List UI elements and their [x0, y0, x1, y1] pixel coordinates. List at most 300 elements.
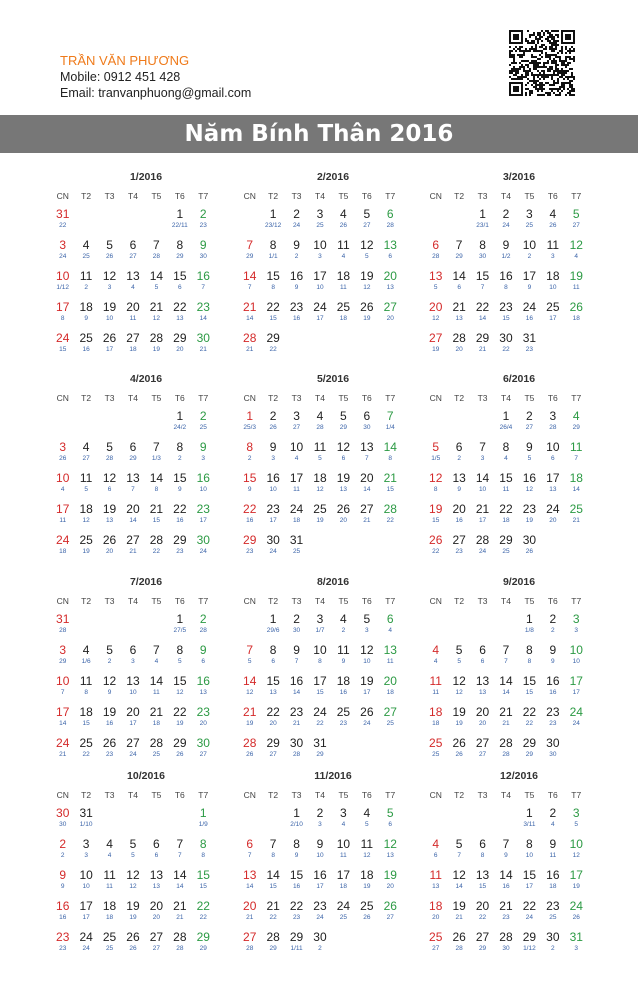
solar-date: 9 [293, 238, 300, 252]
solar-date: 9 [199, 440, 207, 454]
lunar-date: 20 [199, 720, 207, 727]
solar-date: 29 [475, 331, 490, 345]
month-title: 6/2016 [502, 373, 536, 385]
day-cell [145, 639, 168, 670]
month-8 [238, 574, 428, 763]
solar-date: 30 [196, 736, 210, 750]
weekday-label: T7 [198, 191, 209, 201]
lunar-date: 8 [318, 658, 322, 665]
day-cell [379, 265, 402, 296]
week-row [424, 701, 614, 732]
weekday-header [238, 189, 428, 203]
day-cell [471, 732, 494, 763]
solar-date: 18 [360, 868, 374, 882]
day-cell [121, 833, 144, 864]
solar-date: 1 [479, 207, 486, 221]
day-cell [285, 498, 308, 529]
solar-date: 18 [429, 705, 443, 719]
lunar-date: 4 [131, 284, 135, 291]
solar-date: 19 [452, 705, 466, 719]
day-cell [98, 639, 121, 670]
lunar-date: 30 [59, 821, 67, 828]
lunar-date: 24 [82, 945, 90, 952]
day-cell [379, 203, 402, 234]
day-cell [192, 327, 215, 358]
day-cell [308, 405, 331, 436]
lunar-date: 8 [271, 284, 275, 291]
lunar-date: 5 [574, 821, 579, 828]
lunar-date: 23/1 [476, 222, 489, 229]
solar-date: 5 [363, 612, 371, 626]
lunar-date: 11 [293, 486, 300, 493]
solar-date: 2 [502, 207, 510, 221]
day-cell [379, 467, 402, 498]
lunar-date: 2 [551, 627, 555, 634]
lunar-date: 20 [386, 883, 394, 890]
day-cell [308, 608, 331, 639]
week-row [238, 405, 428, 436]
weekday-label: T7 [385, 393, 396, 403]
solar-date: 22 [522, 899, 537, 913]
day-cell [238, 265, 261, 296]
solar-date: 10 [569, 643, 583, 657]
day-cell [332, 802, 355, 833]
week-row [51, 701, 241, 732]
solar-date: 23 [499, 300, 513, 314]
day-cell [494, 296, 517, 327]
day-cell [565, 802, 588, 833]
weekday-label: T2 [454, 191, 465, 201]
lunar-date: 6 [433, 852, 438, 859]
lunar-date: 18 [339, 315, 348, 322]
solar-date: 4 [572, 409, 580, 423]
day-cell [261, 265, 284, 296]
solar-date: 18 [79, 705, 93, 719]
lunar-date: 13 [386, 852, 394, 859]
day-cell [51, 436, 74, 467]
day-cell [98, 265, 121, 296]
day-cell [494, 926, 517, 957]
lunar-date: 1/2 [501, 253, 511, 260]
solar-date: 30 [522, 533, 537, 547]
lunar-date: 19 [82, 548, 90, 555]
lunar-date: 2 [457, 455, 461, 462]
lunar-date: 21 [129, 548, 137, 555]
day-cell [565, 701, 588, 732]
empty-cell [332, 732, 355, 763]
week-row [424, 926, 614, 957]
day-cell [285, 296, 308, 327]
weekday-label: T3 [104, 191, 115, 201]
day-cell [379, 296, 402, 327]
day-cell [541, 467, 564, 498]
lunar-date: 28 [199, 627, 207, 634]
solar-date: 15 [173, 674, 187, 688]
day-cell [424, 467, 447, 498]
lunar-date: 20 [478, 720, 487, 727]
day-cell [355, 296, 378, 327]
week-row [424, 833, 614, 864]
day-cell [541, 405, 564, 436]
weekday-label: CN [243, 393, 256, 403]
empty-cell [379, 926, 402, 957]
day-cell [471, 467, 494, 498]
solar-date: 18 [79, 502, 93, 516]
weekday-label: T3 [291, 393, 302, 403]
lunar-date: 21 [59, 751, 67, 758]
lunar-date: 2 [60, 852, 65, 859]
weekday-label: T2 [81, 393, 92, 403]
weekday-label: CN [56, 393, 69, 403]
day-cell [261, 895, 284, 926]
day-cell [565, 296, 588, 327]
solar-date: 25 [79, 533, 93, 547]
solar-date: 10 [56, 269, 70, 283]
day-cell [471, 529, 494, 560]
solar-date: 14 [243, 674, 257, 688]
solar-date: 14 [173, 868, 187, 882]
solar-date: 25 [102, 930, 117, 944]
weekday-label: T4 [315, 596, 325, 606]
day-cell [261, 701, 284, 732]
lunar-date: 8 [433, 486, 438, 493]
lunar-date: 15 [82, 720, 90, 727]
lunar-date: 27/5 [173, 627, 187, 634]
lunar-date: 6 [154, 852, 159, 859]
solar-date: 31 [289, 533, 304, 547]
empty-cell [145, 203, 168, 234]
lunar-date: 6 [341, 455, 346, 462]
lunar-date: 15 [525, 689, 534, 696]
week-row [51, 296, 241, 327]
solar-date: 31 [56, 207, 70, 221]
lunar-date: 7 [294, 658, 299, 665]
mobile-text: Mobile: 0912 451 428 [60, 70, 181, 84]
solar-date: 13 [149, 868, 164, 882]
lunar-date: 21 [246, 346, 254, 353]
day-cell [51, 327, 74, 358]
weekday-label: T7 [571, 191, 582, 201]
lunar-date: 18 [339, 883, 348, 890]
empty-cell [332, 327, 355, 358]
solar-date: 18 [313, 471, 327, 485]
day-cell [145, 265, 168, 296]
lunar-date: 14 [59, 720, 67, 727]
day-cell [308, 701, 331, 732]
solar-date: 9 [502, 238, 510, 252]
solar-date: 24 [546, 502, 560, 516]
empty-cell [98, 405, 121, 436]
day-cell [51, 529, 74, 560]
solar-date: 25 [429, 930, 443, 944]
lunar-date: 15 [59, 346, 67, 353]
day-cell [565, 234, 588, 265]
day-cell [471, 864, 494, 895]
solar-date: 8 [502, 440, 510, 454]
day-cell [541, 701, 564, 732]
lunar-date: 8 [504, 284, 508, 291]
day-cell [168, 203, 191, 234]
solar-date: 4 [82, 643, 90, 657]
weekday-label: T5 [524, 790, 535, 800]
weekday-header [51, 189, 241, 203]
solar-date: 2 [59, 837, 67, 851]
day-cell [332, 833, 355, 864]
lunar-date: 24 [59, 253, 67, 260]
solar-date: 3 [82, 837, 90, 851]
day-cell [565, 436, 588, 467]
lunar-date: 22 [432, 548, 440, 555]
solar-date: 15 [522, 674, 537, 688]
lunar-date: 13 [269, 689, 277, 696]
solar-date: 24 [56, 331, 70, 345]
solar-date: 27 [452, 533, 466, 547]
solar-date: 15 [289, 868, 304, 882]
lunar-date: 12 [129, 883, 137, 890]
solar-date: 11 [570, 440, 583, 454]
day-cell [471, 701, 494, 732]
day-cell [447, 701, 470, 732]
week-row [51, 203, 241, 234]
lunar-date: 1/4 [385, 424, 395, 431]
month-title: 11/2016 [314, 770, 352, 782]
solar-date: 28 [173, 930, 187, 944]
solar-date: 27 [360, 502, 374, 516]
day-cell [238, 405, 261, 436]
solar-date: 5 [340, 409, 347, 423]
lunar-date: 6 [201, 658, 206, 665]
solar-date: 14 [499, 674, 513, 688]
day-cell [51, 498, 74, 529]
solar-date: 6 [432, 238, 440, 252]
day-cell [261, 833, 284, 864]
day-cell [98, 926, 121, 957]
day-cell [168, 864, 191, 895]
solar-date: 27 [429, 331, 443, 345]
day-cell [192, 802, 215, 833]
week-row [51, 498, 241, 529]
weekday-label: T3 [477, 790, 488, 800]
day-cell [121, 701, 144, 732]
lunar-date: 14 [129, 517, 137, 524]
day-cell [424, 833, 447, 864]
solar-date: 28 [499, 736, 513, 750]
owner-name: TRẦN VĂN PHƯƠNG [60, 53, 190, 68]
lunar-date: 17 [199, 517, 207, 524]
solar-date: 25 [336, 705, 351, 719]
day-cell [192, 608, 215, 639]
lunar-date: 10 [82, 883, 90, 890]
lunar-date: 25 [105, 945, 114, 952]
day-cell [261, 467, 284, 498]
solar-date: 3 [316, 207, 324, 221]
solar-date: 1 [176, 612, 184, 626]
solar-date: 3 [316, 612, 324, 626]
lunar-date: 16 [502, 883, 510, 890]
solar-date: 3 [59, 238, 67, 252]
solar-date: 5 [432, 440, 440, 454]
weekday-label: T4 [501, 191, 511, 201]
weekday-label: T6 [174, 191, 185, 201]
solar-date: 4 [549, 207, 557, 221]
solar-date: 6 [153, 837, 160, 851]
solar-date: 4 [340, 207, 347, 221]
month-9 [424, 574, 614, 763]
solar-date: 25 [79, 331, 93, 345]
lunar-date: 20 [105, 548, 114, 555]
lunar-date: 11 [106, 883, 113, 890]
solar-date: 19 [360, 269, 374, 283]
week-row [424, 234, 614, 265]
lunar-date: 13 [432, 883, 440, 890]
day-cell [471, 296, 494, 327]
lunar-date: 4 [154, 658, 159, 665]
day-cell [285, 670, 308, 701]
solar-date: 9 [59, 868, 67, 882]
lunar-date: 1/8 [524, 627, 534, 634]
solar-date: 27 [126, 331, 140, 345]
month-title: 4/2016 [129, 373, 163, 385]
day-cell [168, 234, 191, 265]
day-cell [308, 895, 331, 926]
day-cell [121, 864, 144, 895]
solar-date: 20 [452, 502, 466, 516]
day-cell [494, 670, 517, 701]
lunar-date: 8 [527, 658, 532, 665]
lunar-date: 3 [201, 455, 206, 462]
day-cell [355, 701, 378, 732]
lunar-date: 16 [292, 883, 301, 890]
solar-date: 30 [313, 930, 327, 944]
lunar-date: 19 [176, 720, 184, 727]
lunar-date: 3 [318, 253, 322, 260]
solar-date: 15 [266, 269, 280, 283]
solar-date: 26 [569, 300, 583, 314]
weekday-label: T6 [174, 596, 185, 606]
solar-date: 16 [546, 674, 560, 688]
lunar-date: 25 [386, 720, 394, 727]
solar-date: 22 [289, 899, 304, 913]
empty-cell [98, 802, 121, 833]
day-cell [121, 498, 144, 529]
solar-date: 17 [56, 502, 70, 516]
lunar-date: 6 [271, 658, 275, 665]
lunar-date: 17 [269, 517, 277, 524]
weekday-label: T3 [104, 596, 115, 606]
solar-date: 28 [475, 533, 490, 547]
lunar-date: 29 [199, 945, 207, 952]
empty-cell [238, 203, 261, 234]
solar-date: 9 [316, 837, 324, 851]
day-cell [261, 864, 284, 895]
solar-date: 12 [452, 868, 466, 882]
day-cell [447, 498, 470, 529]
lunar-date: 30 [292, 627, 301, 634]
lunar-date: 26 [455, 751, 463, 758]
weekday-label: CN [56, 596, 69, 606]
lunar-date: 27 [525, 424, 534, 431]
empty-cell [355, 529, 378, 560]
solar-date: 23 [196, 705, 210, 719]
solar-date: 20 [383, 674, 397, 688]
solar-date: 12 [569, 238, 583, 252]
week-row [238, 203, 428, 234]
month-10 [51, 768, 241, 957]
day-cell [192, 701, 215, 732]
solar-date: 6 [363, 409, 371, 423]
lunar-date: 8 [271, 852, 275, 859]
day-cell [51, 296, 74, 327]
week-row [238, 436, 428, 467]
lunar-date: 2/10 [290, 821, 303, 828]
lunar-date: 8 [84, 689, 88, 696]
solar-date: 18 [102, 899, 117, 913]
solar-date: 28 [149, 736, 164, 750]
solar-date: 19 [102, 502, 117, 516]
solar-date: 23 [546, 899, 560, 913]
day-cell [145, 234, 168, 265]
lunar-date: 29 [455, 253, 463, 260]
lunar-date: 6 [388, 253, 393, 260]
lunar-date: 7 [131, 486, 135, 493]
lunar-date: 5 [318, 455, 322, 462]
day-cell [332, 203, 355, 234]
solar-date: 9 [549, 837, 557, 851]
weekday-label: CN [243, 596, 256, 606]
day-cell [355, 467, 378, 498]
lunar-date: 27 [363, 222, 371, 229]
day-cell [494, 265, 517, 296]
solar-date: 22 [173, 300, 187, 314]
lunar-date: 20 [152, 914, 161, 921]
lunar-date: 12 [525, 486, 534, 493]
solar-date: 1 [526, 612, 533, 626]
solar-date: 13 [429, 269, 443, 283]
lunar-date: 29 [59, 658, 67, 665]
lunar-date: 3 [131, 658, 135, 665]
day-cell [51, 639, 74, 670]
day-cell [447, 864, 470, 895]
day-cell [471, 265, 494, 296]
day-cell [238, 926, 261, 957]
lunar-date: 4 [574, 253, 579, 260]
solar-date: 15 [173, 471, 187, 485]
day-cell [565, 895, 588, 926]
lunar-date: 9 [178, 486, 182, 493]
day-cell [332, 895, 355, 926]
solar-date: 2 [269, 409, 277, 423]
solar-date: 28 [383, 502, 397, 516]
lunar-date: 13 [549, 486, 557, 493]
weekday-label: T2 [268, 393, 279, 403]
lunar-date: 15 [152, 517, 161, 524]
day-cell [424, 234, 447, 265]
solar-date: 15 [243, 471, 257, 485]
lunar-date: 5 [433, 284, 438, 291]
solar-date: 4 [363, 806, 371, 820]
day-cell [121, 639, 144, 670]
month-1 [51, 169, 241, 358]
solar-date: 27 [243, 930, 257, 944]
solar-date: 6 [386, 207, 394, 221]
day-cell [379, 639, 402, 670]
solar-date: 28 [243, 331, 257, 345]
lunar-date: 24 [572, 720, 580, 727]
day-cell [471, 234, 494, 265]
weekday-label: T2 [454, 596, 465, 606]
day-cell [308, 639, 331, 670]
day-cell [541, 608, 564, 639]
